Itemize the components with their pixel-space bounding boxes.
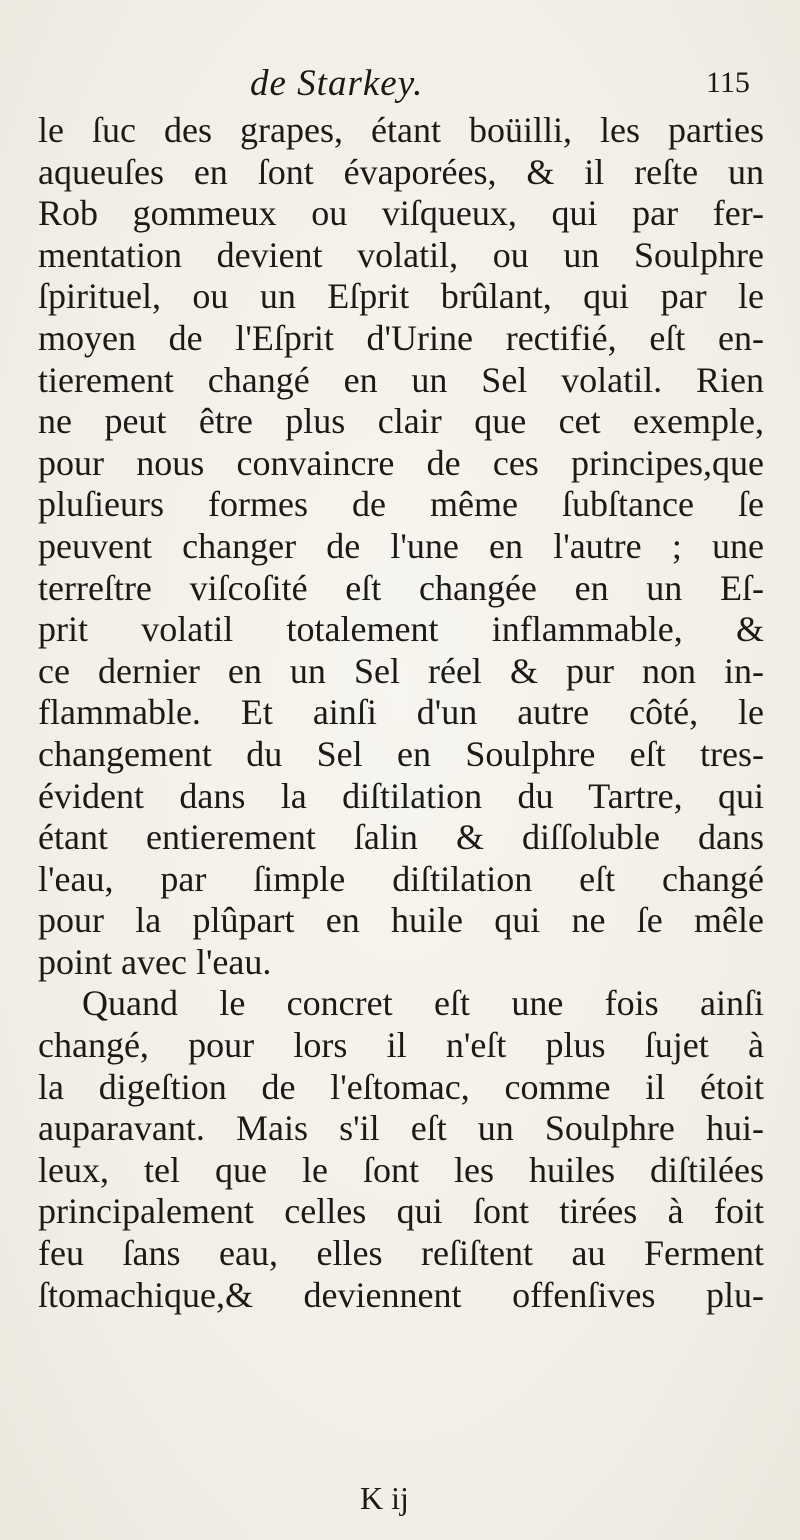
text-line: évident dans la diſtilation du Tartre, qui (38, 775, 764, 816)
text-line: Rob gommeux ou viſqueux, qui par fer- (38, 193, 764, 234)
text-line: le ſuc des grapes, étant boüilli, les parties (38, 110, 764, 150)
text-line: Quand le concret eſt une fois ainſi (82, 983, 764, 1024)
text-line: auparavant. Mais s'il eſt un Soulphre hui- (38, 1108, 764, 1149)
text-line: peuvent changer de l'une en l'autre ; une (38, 525, 764, 566)
text-line: principalement celles qui ſont tirées à foit (38, 1191, 764, 1232)
text-line: moyen de l'Eſprit d'Urine rectifié, eſt en- (38, 317, 764, 358)
body-text (38, 110, 764, 1316)
text-line: flammable. Et ainſi d'un autre côté, le (38, 692, 764, 733)
text-line: ſtomachique,& deviennent offenſives plu- (38, 1274, 764, 1315)
text-line: tierement changé en un Sel volatil. Rien (38, 359, 764, 400)
text-line: changement du Sel en Soulphre eſt tres- (38, 733, 764, 774)
text-line: la digeſtion de l'eſtomac, comme il étoit (38, 1066, 764, 1107)
page-header (0, 62, 800, 106)
text-line: ce dernier en un Sel réel & pur non in- (38, 650, 764, 691)
text-line: mentation devient volatil, ou un Soulphre (38, 234, 764, 275)
text-line: feu ſans eau, elles reſiſtent au Ferment (38, 1233, 764, 1274)
text-line: pour nous convaincre de ces principes,que (38, 442, 764, 483)
text-line: ne peut être plus clair que cet exemple, (38, 401, 764, 442)
text-line: terreſtre viſcoſité eſt changée en un Eſ- (38, 567, 764, 608)
text-line: pluſieurs formes de même ſubſtance ſe (38, 484, 764, 525)
text-line: pour la plûpart en huile qui ne ſe mêle (38, 900, 764, 941)
page-number: 115 (706, 66, 750, 99)
signature-mark: K ij (360, 1480, 409, 1516)
text-line: leux, tel que le ſont les huiles diſtilées (38, 1149, 764, 1190)
text-line: étant entierement ſalin & diſſoluble dans (38, 817, 764, 858)
text-line: aqueuſes en ſont évaporées, & il reſte un (38, 151, 764, 192)
text-line: prit volatil totalement inflammable, & (38, 609, 764, 650)
running-title: de Starkey. (250, 63, 424, 104)
text-line: l'eau, par ſimple diſtilation eſt changé (38, 858, 764, 899)
text-line: changé, pour lors il n'eſt plus ſujet à (38, 1025, 764, 1066)
text-line: ſpirituel, ou un Eſprit brûlant, qui par le (38, 276, 764, 317)
text-line: point avec l'eau. (38, 941, 272, 982)
